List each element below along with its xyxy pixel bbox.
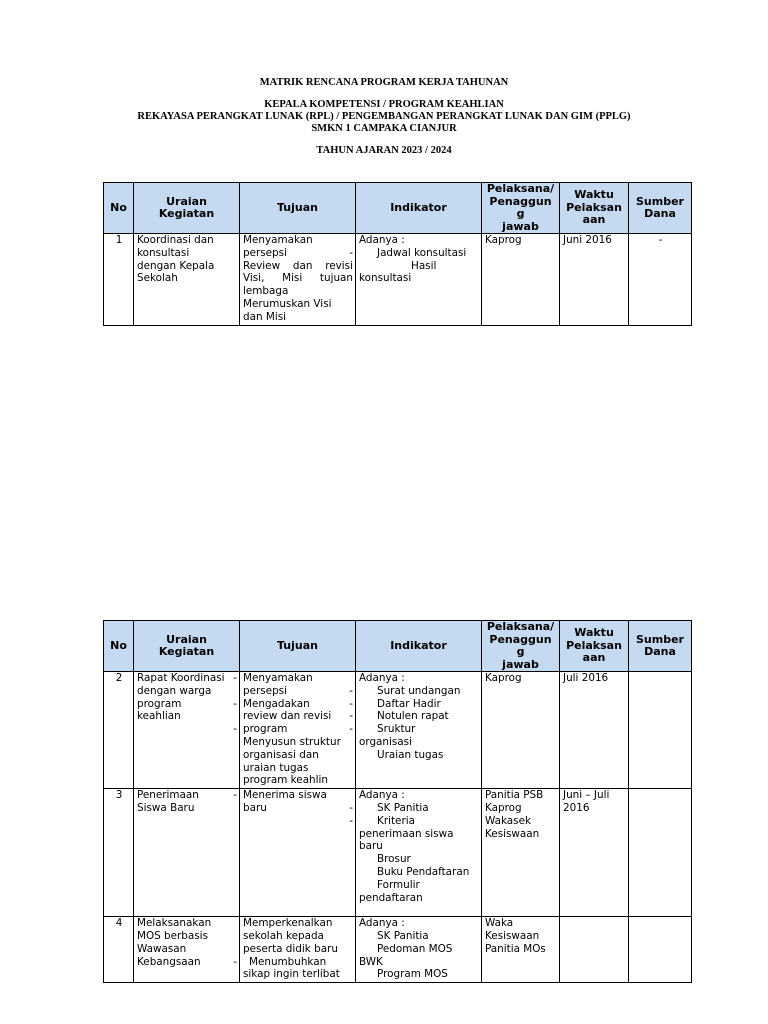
col-header-uraian: Uraian Kegiatan [134, 183, 240, 234]
col-header-no: No [104, 621, 134, 672]
program-matrix-table-1 [103, 182, 692, 326]
cell-waktu: Juli 2016 [560, 672, 629, 789]
cell-indikator: Adanya : Jadwal konsultasi Hasil konsultasi [356, 234, 482, 326]
col-header-uraian: Uraian Kegiatan [134, 621, 240, 672]
cell-tujuan: Menyamakan persepsi - Review dan revisi Visi, Misi tujuan lembaga Merumuskan Visi dan Misi [240, 234, 356, 326]
cell-no: 1 [104, 234, 134, 326]
cell-indikator: Adanya : Surat undangan Daftar Hadir Notulen rapat Sruktur organisasi Uraian tugas [356, 672, 482, 789]
col-header-indikator: Indikator [356, 183, 482, 234]
table-row [104, 672, 692, 789]
cell-sumber-dana [629, 672, 692, 789]
table-header-row [104, 621, 692, 672]
cell-tujuan: Memperkenalkan sekolah kepada peserta didik baru Menumbuhkan sikap ingin terlibat [240, 917, 356, 983]
program-matrix-table-2 [103, 620, 692, 983]
table-row [104, 234, 692, 326]
col-header-tujuan: Tujuan [240, 621, 356, 672]
cell-uraian: Rapat Koordinasi - dengan warga program - keahlian - [134, 672, 240, 789]
cell-no: 2 [104, 672, 134, 789]
cell-sumber-dana: - [629, 234, 692, 326]
cell-indikator: Adanya : SK Panitia Kriteria penerimaan siswa baru Brosur Buku Pendaftaran Formulir pendaftaran [356, 789, 482, 917]
col-header-tujuan: Tujuan [240, 183, 356, 234]
cell-sumber-dana [629, 789, 692, 917]
heading-line-3: SMKN 1 CAMPAKA CIANJUR [311, 123, 457, 134]
table-row [104, 789, 692, 917]
cell-pelaksana: Kaprog [482, 672, 560, 789]
document-title: MATRIK RENCANA PROGRAM KERJA TAHUNAN [259, 77, 509, 88]
cell-uraian: Koordinasi dan konsultasi dengan Kepala Sekolah [134, 234, 240, 326]
cell-waktu [560, 917, 629, 983]
cell-no: 3 [104, 789, 134, 917]
cell-waktu: Juni – Juli 2016 [560, 789, 629, 917]
cell-sumber-dana [629, 917, 692, 983]
cell-no: 4 [104, 917, 134, 983]
col-header-sumber-dana: Sumber Dana [629, 621, 692, 672]
col-header-waktu: Waktu Pelaksan aan [560, 183, 629, 234]
col-header-pelaksana: Pelaksana/ Penaggun g jawab [482, 183, 560, 234]
col-header-no: No [104, 183, 134, 234]
heading-line-1: KEPALA KOMPETENSI / PROGRAM KEAHLIAN [264, 99, 504, 110]
cell-waktu: Juni 2016 [560, 234, 629, 326]
cell-uraian: Melaksanakan MOS berbasis Wawasan Kebangsaan - [134, 917, 240, 983]
col-header-sumber-dana: Sumber Dana [629, 183, 692, 234]
cell-pelaksana: Panitia PSB Kaprog Wakasek Kesiswaan [482, 789, 560, 917]
cell-uraian: Penerimaan - Siswa Baru [134, 789, 240, 917]
table-row [104, 917, 692, 983]
cell-tujuan: Menerima siswa baru - - [240, 789, 356, 917]
cell-pelaksana: Waka Kesiswaan Panitia MOs [482, 917, 560, 983]
col-header-waktu: Waktu Pelaksan aan [560, 621, 629, 672]
cell-tujuan: Menyamakan persepsi - Mengadakan - review dan revisi - program - Menyusun struktur organisasi dan uraian tugas program keahlin [240, 672, 356, 789]
col-header-indikator: Indikator [356, 621, 482, 672]
heading-line-2: REKAYASA PERANGKAT LUNAK (RPL) / PENGEMBANGAN PERANGKAT LUNAK DAN GIM (PPLG) [137, 111, 631, 122]
cell-indikator: Adanya : SK Panitia Pedoman MOS BWK Program MOS [356, 917, 482, 983]
cell-pelaksana: Kaprog [482, 234, 560, 326]
col-header-pelaksana: Pelaksana/ Penaggun g jawab [482, 621, 560, 672]
academic-year: TAHUN AJARAN 2023 / 2024 [316, 145, 452, 156]
table-header-row [104, 183, 692, 234]
